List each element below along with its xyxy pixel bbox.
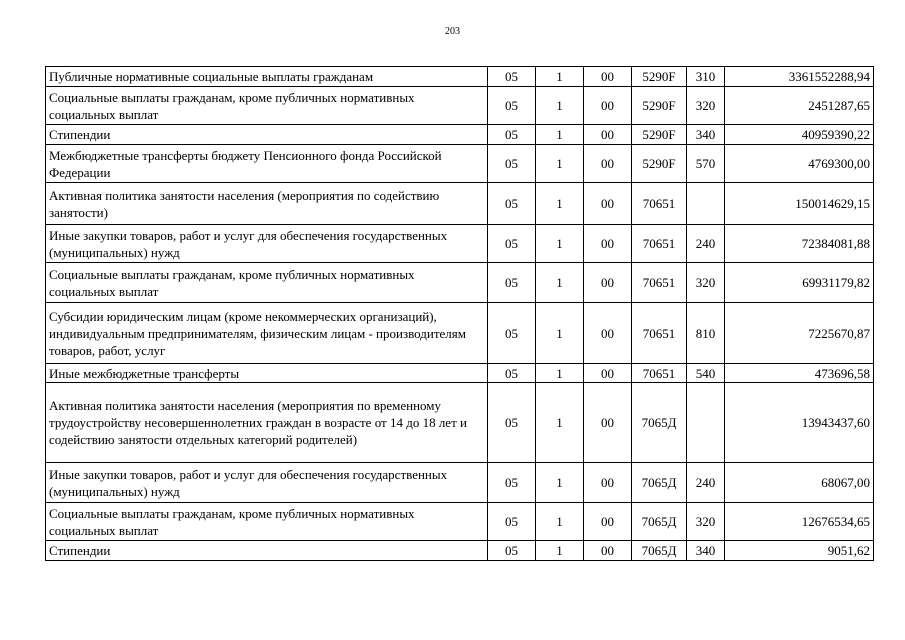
- row-description: Иные закупки товаров, работ и услуг для обеспечения государственных (муниципальных) нужд: [46, 463, 488, 503]
- row-subsection: 1: [536, 183, 584, 225]
- row-expense-kind: 320: [687, 503, 725, 541]
- row-expense-kind: 570: [687, 145, 725, 183]
- row-group: 00: [584, 263, 632, 303]
- row-description: Активная политика занятости населения (мероприятия по временному трудоустройству несовершеннолетних граждан в возрасте от 14 до 18 лет и содействию занятости отдельных категорий родителей): [46, 383, 488, 463]
- row-amount: 72384081,88: [725, 225, 874, 263]
- row-target-code: 5290F: [632, 125, 687, 145]
- row-section: 05: [488, 67, 536, 87]
- row-group: 00: [584, 541, 632, 561]
- row-subsection: 1: [536, 303, 584, 364]
- row-subsection: 1: [536, 263, 584, 303]
- row-subsection: 1: [536, 87, 584, 125]
- row-target-code: 70651: [632, 364, 687, 383]
- row-expense-kind: 320: [687, 87, 725, 125]
- table-row: [46, 463, 874, 503]
- row-section: 05: [488, 364, 536, 383]
- row-description: Иные межбюджетные трансферты: [46, 364, 488, 383]
- table-row: [46, 87, 874, 125]
- row-group: 00: [584, 303, 632, 364]
- row-expense-kind: 240: [687, 225, 725, 263]
- row-group: 00: [584, 87, 632, 125]
- row-expense-kind: 340: [687, 125, 725, 145]
- row-subsection: 1: [536, 225, 584, 263]
- row-target-code: 70651: [632, 225, 687, 263]
- budget-table: [45, 66, 874, 561]
- row-amount: 13943437,60: [725, 383, 874, 463]
- row-expense-kind: 240: [687, 463, 725, 503]
- row-target-code: 7065Д: [632, 463, 687, 503]
- row-expense-kind: 310: [687, 67, 725, 87]
- row-target-code: 5290F: [632, 67, 687, 87]
- row-section: 05: [488, 503, 536, 541]
- row-section: 05: [488, 125, 536, 145]
- row-group: 00: [584, 364, 632, 383]
- row-target-code: 7065Д: [632, 383, 687, 463]
- table-row: [46, 263, 874, 303]
- row-description: Социальные выплаты гражданам, кроме публичных нормативных социальных выплат: [46, 263, 488, 303]
- table-row: [46, 503, 874, 541]
- row-description: Социальные выплаты гражданам, кроме публичных нормативных социальных выплат: [46, 503, 488, 541]
- row-group: 00: [584, 463, 632, 503]
- row-expense-kind: 540: [687, 364, 725, 383]
- row-subsection: 1: [536, 541, 584, 561]
- page-number: 203: [445, 26, 460, 37]
- row-section: 05: [488, 383, 536, 463]
- row-description: Стипендии: [46, 541, 488, 561]
- row-section: 05: [488, 183, 536, 225]
- row-subsection: 1: [536, 503, 584, 541]
- row-description: Стипендии: [46, 125, 488, 145]
- row-section: 05: [488, 145, 536, 183]
- table-row: [46, 303, 874, 364]
- row-expense-kind: 340: [687, 541, 725, 561]
- row-group: 00: [584, 503, 632, 541]
- table-row: [46, 183, 874, 225]
- row-expense-kind: 320: [687, 263, 725, 303]
- row-expense-kind: [687, 183, 725, 225]
- row-target-code: 70651: [632, 263, 687, 303]
- row-amount: 69931179,82: [725, 263, 874, 303]
- row-amount: 12676534,65: [725, 503, 874, 541]
- table-row: [46, 225, 874, 263]
- row-subsection: 1: [536, 145, 584, 183]
- row-description: Активная политика занятости населения (мероприятия по содействию занятости): [46, 183, 488, 225]
- row-section: 05: [488, 541, 536, 561]
- row-subsection: 1: [536, 67, 584, 87]
- table-row: [46, 125, 874, 145]
- row-subsection: 1: [536, 125, 584, 145]
- table-row: [46, 145, 874, 183]
- table-row: [46, 541, 874, 561]
- row-description: Социальные выплаты гражданам, кроме публичных нормативных социальных выплат: [46, 87, 488, 125]
- table-row: [46, 67, 874, 87]
- row-subsection: 1: [536, 463, 584, 503]
- row-group: 00: [584, 383, 632, 463]
- row-target-code: 70651: [632, 303, 687, 364]
- row-section: 05: [488, 87, 536, 125]
- row-section: 05: [488, 463, 536, 503]
- row-description: Иные закупки товаров, работ и услуг для обеспечения государственных (муниципальных) нужд: [46, 225, 488, 263]
- row-target-code: 7065Д: [632, 503, 687, 541]
- row-amount: 7225670,87: [725, 303, 874, 364]
- row-amount: 473696,58: [725, 364, 874, 383]
- row-description: Публичные нормативные социальные выплаты гражданам: [46, 67, 488, 87]
- row-amount: 2451287,65: [725, 87, 874, 125]
- row-group: 00: [584, 145, 632, 183]
- row-group: 00: [584, 183, 632, 225]
- row-target-code: 5290F: [632, 87, 687, 125]
- row-target-code: 5290F: [632, 145, 687, 183]
- row-section: 05: [488, 225, 536, 263]
- row-group: 00: [584, 225, 632, 263]
- row-amount: 4769300,00: [725, 145, 874, 183]
- table-row: [46, 383, 874, 463]
- row-description: Субсидии юридическим лицам (кроме некоммерческих организаций), индивидуальным предпринимателям, физическим лицам - производителям товаров, работ, услуг: [46, 303, 488, 364]
- row-target-code: 70651: [632, 183, 687, 225]
- row-expense-kind: [687, 383, 725, 463]
- row-section: 05: [488, 303, 536, 364]
- row-amount: 40959390,22: [725, 125, 874, 145]
- row-amount: 150014629,15: [725, 183, 874, 225]
- row-amount: 9051,62: [725, 541, 874, 561]
- row-amount: 68067,00: [725, 463, 874, 503]
- row-amount: 3361552288,94: [725, 67, 874, 87]
- table-row: [46, 364, 874, 383]
- row-subsection: 1: [536, 364, 584, 383]
- row-group: 00: [584, 125, 632, 145]
- row-subsection: 1: [536, 383, 584, 463]
- row-expense-kind: 810: [687, 303, 725, 364]
- row-section: 05: [488, 263, 536, 303]
- row-target-code: 7065Д: [632, 541, 687, 561]
- row-description: Межбюджетные трансферты бюджету Пенсионного фонда Российской Федерации: [46, 145, 488, 183]
- row-group: 00: [584, 67, 632, 87]
